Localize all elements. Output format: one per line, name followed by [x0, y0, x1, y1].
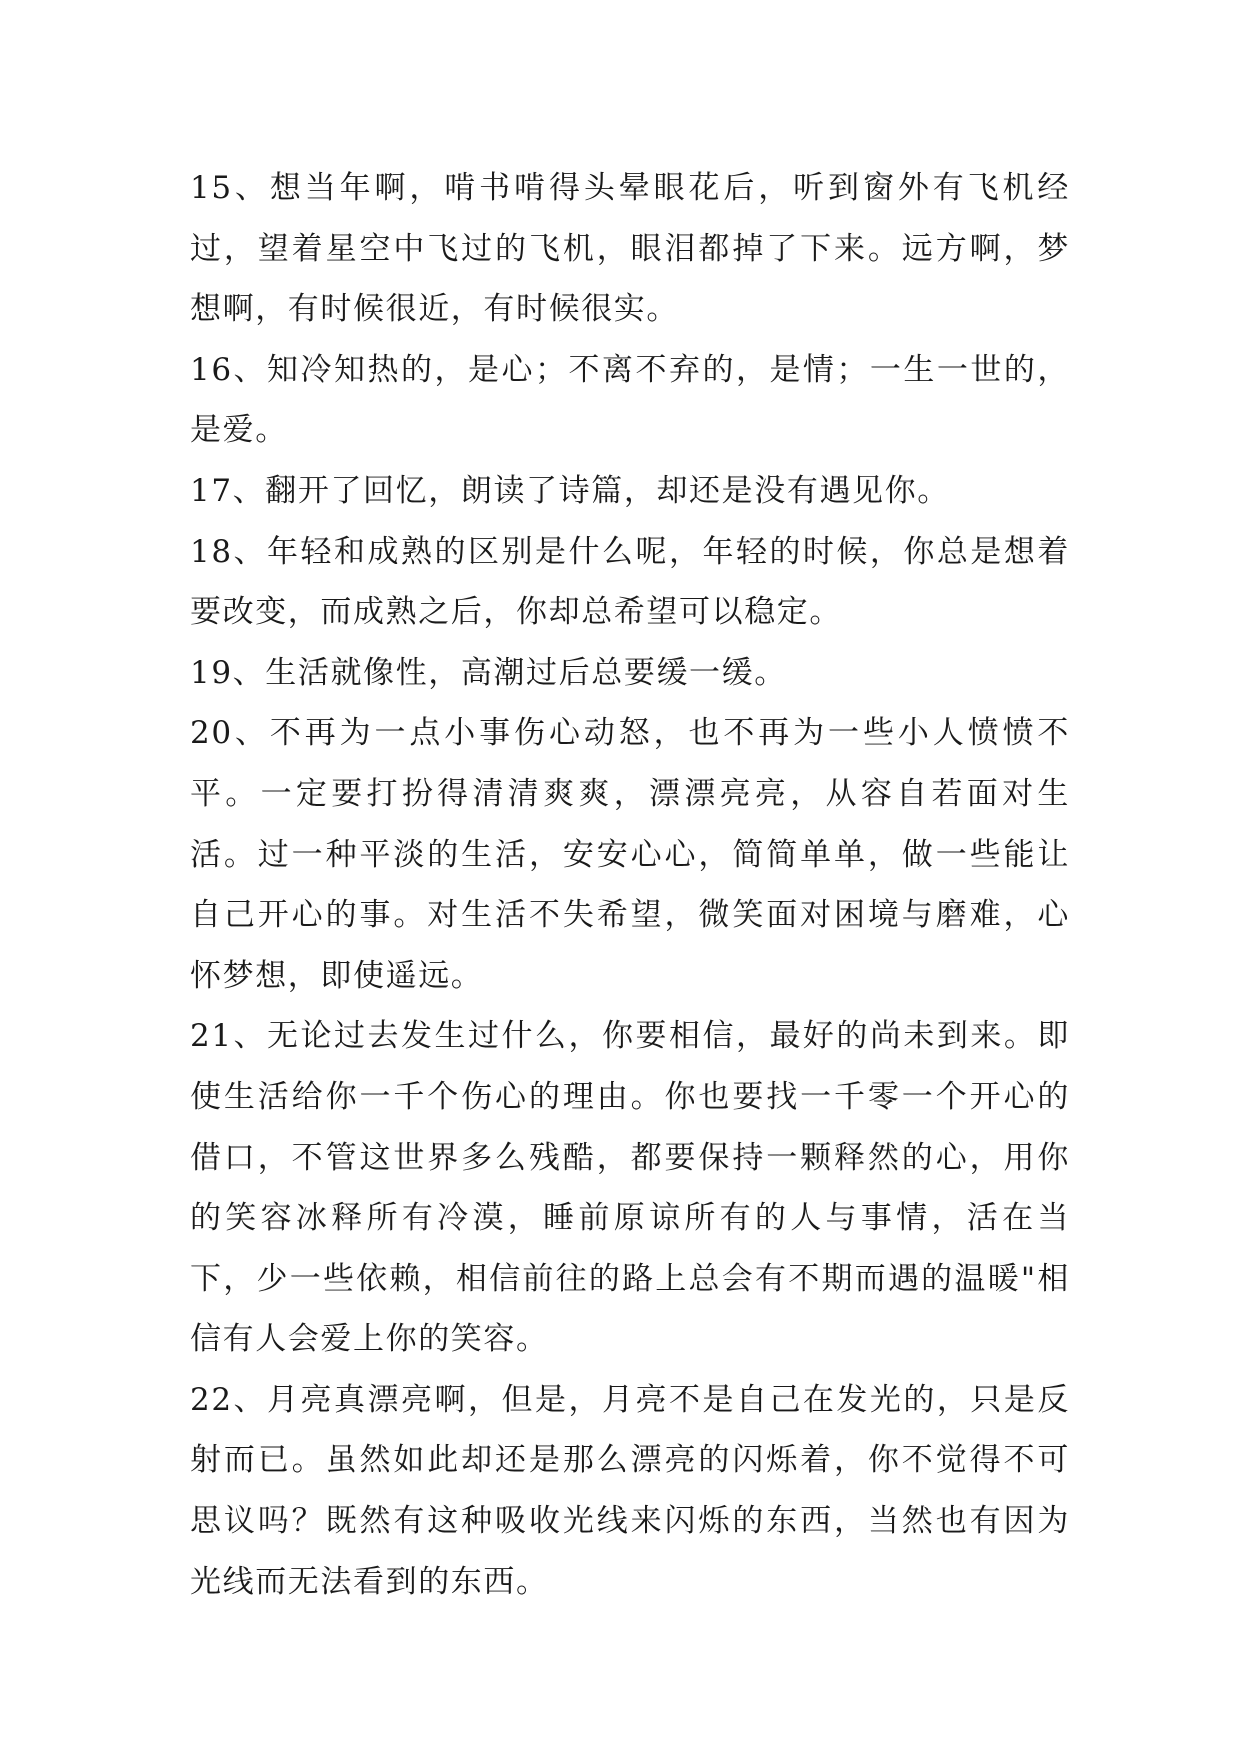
quote-item-22: 22、月亮真漂亮啊，但是，月亮不是自己在发光的，只是反射而已。虽然如此却还是那么漂亮的闪烁着，你不觉得不可思议吗？既然有这种吸收光线来闪烁的东西，当然也有因为光线而无法看到的东西。	[190, 1381, 1070, 1600]
quote-item-21: 21、无论过去发生过什么，你要相信，最好的尚未到来。即使生活给你一千个伤心的理由。你也要找一千零一个开心的借口，不管这世界多么残酷，都要保持一颗释然的心，用你的笑容冰释所有冷漠，睡前原谅所有的人与事情，活在当下，少一些依赖，相信前往的路上总会有不期而遇的温暖"相信有人会爱上你的笑容。	[190, 1018, 1070, 1358]
quote-item-19: 19、生活就像性，高潮过后总要缓一缓。	[190, 654, 787, 691]
quote-item-16: 16、知冷知热的，是心；不离不弃的，是情；一生一世的，是爱。	[190, 351, 1070, 449]
quote-item-20: 20、不再为一点小事伤心动怒，也不再为一些小人愤愤不平。一定要打扮得清清爽爽，漂漂亮亮，从容自若面对生活。过一种平淡的生活，安安心心，简简单单，做一些能让自己开心的事。对生活不失希望，微笑面对困境与磨难，心怀梦想，即使遥远。	[190, 715, 1070, 994]
quote-item-18: 18、年轻和成熟的区别是什么呢，年轻的时候，你总是想着要改变，而成熟之后，你却总希望可以稳定。	[190, 533, 1070, 631]
document-body	[190, 158, 1070, 1612]
quote-item-17: 17、翻开了回忆，朗读了诗篇，却还是没有遇见你。	[190, 472, 950, 509]
quote-item-15: 15、想当年啊，啃书啃得头晕眼花后，听到窗外有飞机经过，望着星空中飞过的飞机，眼泪都掉了下来。远方啊，梦想啊，有时候很近，有时候很实。	[190, 170, 1070, 328]
